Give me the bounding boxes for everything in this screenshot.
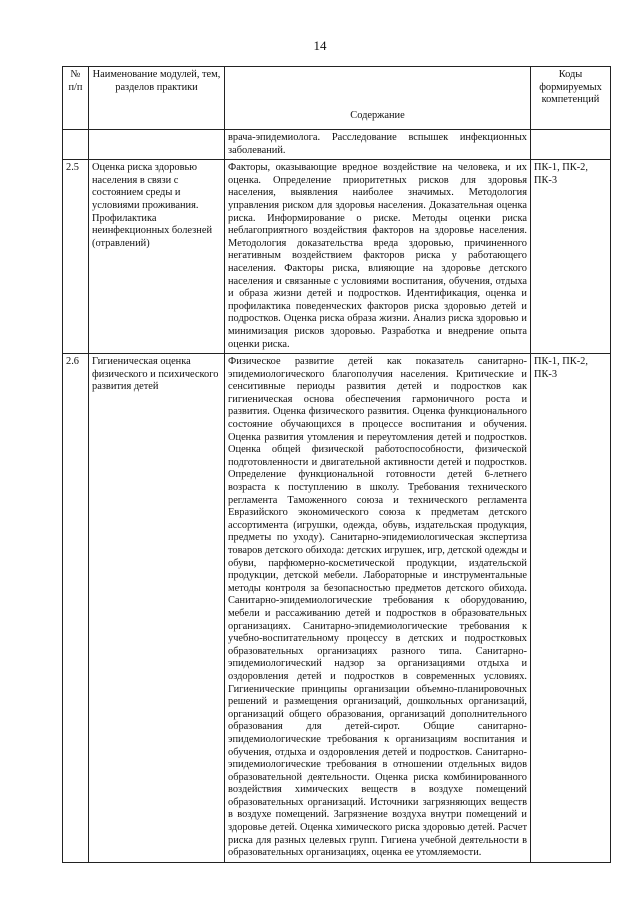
row-num: 2.6 (63, 354, 89, 863)
row-content: Факторы, оказывающие вредное воздействие на человека, и их оценка. Определение приоритетных рисков для здоровья населения, выявления наиболее значимых. Методология управления риском для здоровья населения. Доказательная оценка риска. Информирование о риске. Методы оценки риска неблагоприятного воздействия факторов на здоровье населения. Методология доказательства вреда здоровью, причиненного негативным воздействием факторов риска у работающего населения. Факторы риска, влияющие на здоровье детского населения и связанные с условиями воспитания, обучения, отдыха и образа жизни детей и подростков. Идентификация, оценка и профилактика поведенческих факторов риска здоровью детей и подростков. Оценка риска образа жизни. Анализ риска здоровью и минимизация рисков здоровью. Разработка и внедрение опыта оценки риска. (225, 160, 531, 354)
row-num: 2.5 (63, 160, 89, 354)
table-row (63, 354, 611, 863)
practice-content-table (62, 66, 611, 863)
table-row (63, 160, 611, 354)
row-name (89, 130, 225, 160)
row-codes (531, 130, 611, 160)
row-name: Оценка риска здоровью населения в связи с состоянием среды и условиями проживания. Профилактика неинфекционных болезней (отравлений) (89, 160, 225, 354)
row-num (63, 130, 89, 160)
row-codes: ПК-1, ПК-2, ПК-3 (531, 354, 611, 863)
page-number: 14 (313, 38, 327, 53)
row-content: Физическое развитие детей как показатель санитарно-эпидемиологического благополучия населения. Критические и сенситивные периоды развития детей и подростков как гигиеническая основа обеспечения гармоничного роста и развития. Оценка физического развития. Оценка функционального состояние обучающихся в процессе воспитания и обучения. Оценка развития утомления и переутомления детей и подростков. Оценка общей физической работоспособности, физической подготовленности и двигательной активности детей и подростков. Определение функциональной готовности детей 6-летнего возраста к поступлению в школу. Требования технического регламента Таможенного союза и технического регламента Евразийского экономического союза к предметам детского ассортимента (игрушки, одежда, обувь, издательская продукция, предметы по уходу). Санитарно-эпидемиологическая экспертиза товаров детского обихода: детских игрушек, игр, детской одежды и обуви, парфюмерно-косметической продукции, издательской продукции, детской мебели. Лабораторные и инструментальные методы контроля за безопасностью предметов детского обихода. Санитарно-эпидемиологические требования к оборудованию, мебели и рассаживанию детей и подростков в образовательных организациях. Санитарно-эпидемиологические требования к учебно-воспитательному процессу в детских и подростковых образовательных организациях разного типа. Санитарно-эпидемиологический надзор за организациями отдыха и оздоровления детей и подростков в современных условиях. Гигиенические принципы организации объемно-планировочных решений и размещения организаций, дошкольных организаций, организаций общего образования, организаций дополнительного образования для детей-сирот. Общие санитарно-эпидемиологические требования к организациям воспитания и обучения, отдыха и оздоровления детей и подростков. Санитарно-эпидемиологические требования в отношении отдельных видов образовательной деятельности. Оценка риска комбинированного воздействия химических веществ в воздухе помещений образовательных организаций. Источники загрязняющих веществ в воздухе помещений. Загрязнение воздуха внутри помещений и здоровье детей. Оценка химического риска здоровью детей. Расчет риска для разных целевых групп. Гигиена учебной деятельности в образовательных организациях, оценка ее утомляемости. (225, 354, 531, 863)
table-header-row (63, 67, 611, 130)
row-content: врача-эпидемиолога. Расследование вспышек инфекционных заболеваний. (225, 130, 531, 160)
header-num: № п/п (63, 67, 89, 130)
table-row (63, 130, 611, 160)
header-content: Содержание (225, 67, 531, 130)
row-codes: ПК-1, ПК-2, ПК-3 (531, 160, 611, 354)
header-name: Наименование модулей, тем, разделов практики (89, 67, 225, 130)
row-name: Гигиеническая оценка физического и психического развития детей (89, 354, 225, 863)
header-codes: Коды формируемых компетенций (531, 67, 611, 130)
